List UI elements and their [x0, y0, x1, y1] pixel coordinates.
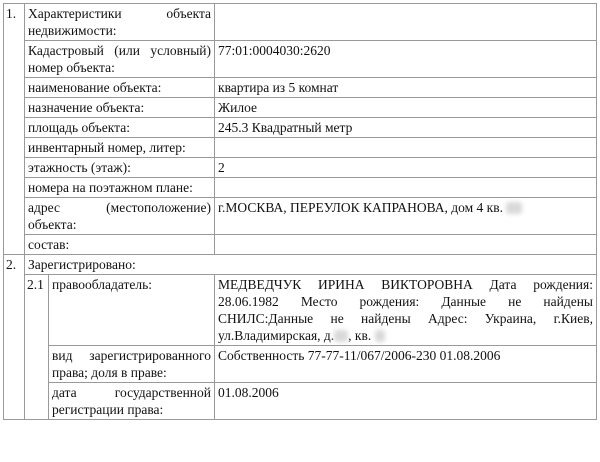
section-1-title-value — [215, 4, 597, 41]
address-value-cell — [215, 198, 597, 235]
floor-value: 2 — [215, 158, 597, 178]
table-row — [4, 383, 597, 420]
object-name-value: квартира из 5 комнат — [215, 78, 597, 98]
composition-label: состав: — [25, 235, 215, 255]
cadastral-number-value: 77:01:0004030:2620 — [215, 41, 597, 78]
address-label: адрес (местоположение) объекта: — [25, 198, 215, 235]
inventory-number-label: инвентарный номер, литер: — [25, 138, 215, 158]
section-1-header-row — [4, 4, 597, 41]
table-row — [4, 346, 597, 383]
right-holder-value-cell — [215, 275, 597, 346]
floor-plan-numbers-value — [215, 178, 597, 198]
section-2-number: 2. — [4, 255, 25, 420]
section-2-title: Зарегистрировано: — [25, 255, 597, 275]
floor-label: этажность (этаж): — [25, 158, 215, 178]
object-name-label: наименование объекта: — [25, 78, 215, 98]
table-row — [4, 118, 597, 138]
area-label: площадь объекта: — [25, 118, 215, 138]
table-row — [4, 138, 597, 158]
table-row — [4, 235, 597, 255]
cadastral-number-label: Кадастровый (или условный) номер объекта: — [25, 41, 215, 78]
inventory-number-value — [215, 138, 597, 158]
table-row — [4, 275, 597, 346]
table-row — [4, 178, 597, 198]
table-row — [4, 198, 597, 235]
registration-date-value: 01.08.2006 — [215, 383, 597, 420]
table-row — [4, 41, 597, 78]
purpose-value: Жилое — [215, 98, 597, 118]
property-table — [3, 3, 597, 420]
area-value: 245.3 Квадратный метр — [215, 118, 597, 138]
right-holder-value-apt: , кв. — [348, 328, 372, 343]
section-2-header-row — [4, 255, 597, 275]
address-value: г.МОСКВА, ПЕРЕУЛОК КАПРАНОВА, дом 4 кв. — [218, 200, 503, 215]
right-type-label: вид зарегистрированного права; доля в праве: — [49, 346, 215, 383]
table-row — [4, 78, 597, 98]
right-holder-label: правообладатель: — [49, 275, 215, 346]
composition-value — [215, 235, 597, 255]
subsection-number: 2.1 — [25, 275, 49, 420]
redacted-mark — [506, 202, 522, 214]
floor-plan-numbers-label: номера на поэтажном плане: — [25, 178, 215, 198]
section-1-title: Характеристики объекта недвижимости: — [25, 4, 215, 41]
purpose-label: назначение объекта: — [25, 98, 215, 118]
right-holder-value: МЕДВЕДЧУК ИРИНА ВИКТОРОВНА Дата рождения: 28.06.1982 Место рождения: Данные не найдены СНИЛС:Данные не найдены Адрес: Украина, г.Киев, ул.Владимирская, д. — [218, 277, 593, 343]
table-row — [4, 158, 597, 178]
redacted-mark — [375, 330, 385, 342]
right-type-value: Собственность 77-77-11/067/2006-230 01.08.2006 — [215, 346, 597, 383]
registration-date-label: дата государственной регистрации права: — [49, 383, 215, 420]
redacted-mark — [334, 330, 348, 342]
section-1-number: 1. — [4, 4, 25, 255]
table-row — [4, 98, 597, 118]
